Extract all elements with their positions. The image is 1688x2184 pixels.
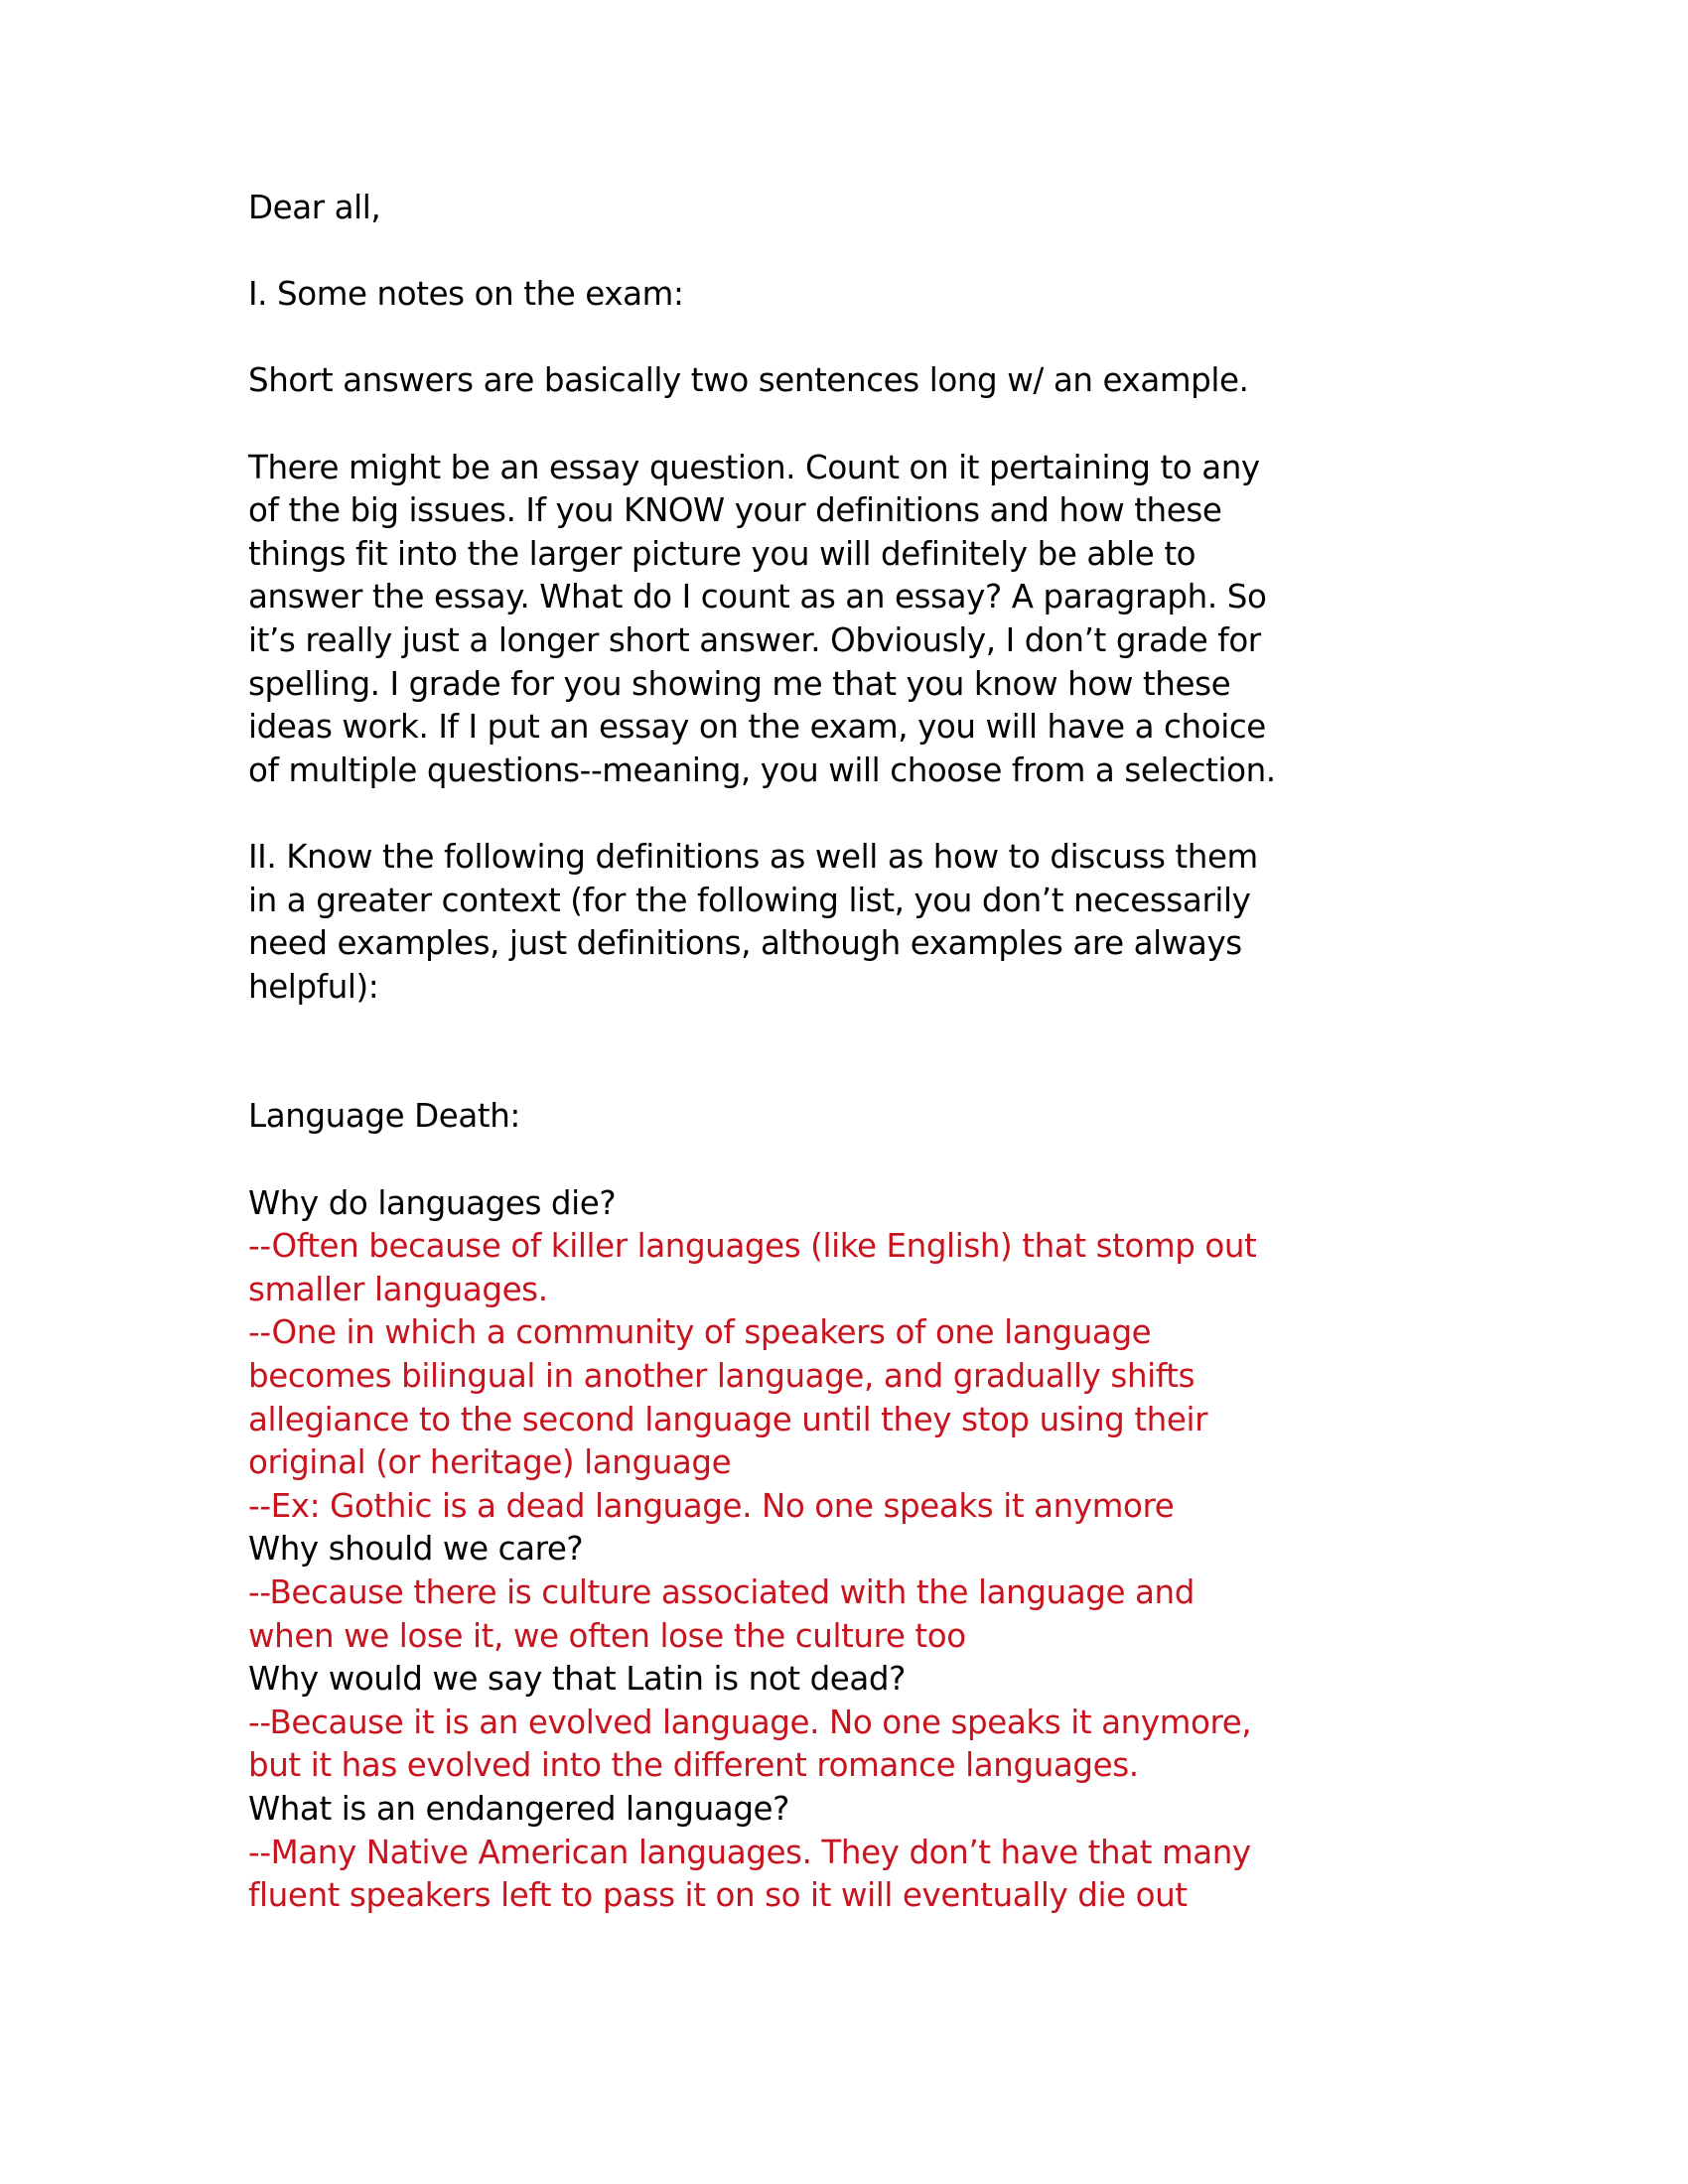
text-line: Language Death:: [248, 1097, 520, 1136]
text-line: helpful):: [248, 967, 379, 1006]
text-line: things fit into the larger picture you will definitely be able to: [248, 534, 1196, 573]
text-line: --Often because of killer languages (like English) that stomp out: [248, 1227, 1257, 1266]
text-line: Short answers are basically two sentences long w/ an example.: [248, 361, 1249, 400]
text-line: becomes bilingual in another language, and gradually shifts: [248, 1357, 1196, 1396]
text-line: spelling. I grade for you showing me that you know how these: [248, 664, 1231, 703]
text-line: when we lose it, we often lose the culture too: [248, 1616, 966, 1655]
blank-line: [248, 403, 1519, 447]
text-line: smaller languages.: [248, 1270, 548, 1308]
text-line: --Because it is an evolved language. No one speaks it anymore,: [248, 1703, 1252, 1741]
blank-line: [248, 317, 1519, 360]
text-line: What is an endangered language?: [248, 1789, 789, 1828]
text-line: II. Know the following definitions as well as how to discuss them: [248, 837, 1258, 876]
blank-line: [248, 1009, 1519, 1052]
text-line: Why do languages die?: [248, 1183, 617, 1222]
text-line: in a greater context (for the following list, you don’t necessarily: [248, 881, 1251, 919]
blank-line: [248, 1052, 1519, 1096]
text-line: --Because there is culture associated with the language and: [248, 1573, 1195, 1611]
text-line: answer the essay. What do I count as an essay? A paragraph. So: [248, 578, 1267, 616]
text-line: it’s really just a longer short answer. Obviously, I don’t grade for: [248, 620, 1261, 659]
text-line: Dear all,: [248, 189, 381, 226]
blank-line: [248, 230, 1519, 274]
text-line: of multiple questions--meaning, you will choose from a selection.: [248, 751, 1276, 789]
text-line: need examples, just definitions, although examples are always: [248, 924, 1242, 963]
blank-line: [248, 792, 1519, 836]
text-line: of the big issues. If you KNOW your definitions and how these: [248, 491, 1222, 530]
blank-line: [248, 1139, 1519, 1182]
text-line: Why should we care?: [248, 1530, 584, 1569]
text-line: ideas work. If I put an essay on the exam, you will have a choice: [248, 708, 1266, 747]
text-line: --Many Native American languages. They don’t have that many: [248, 1833, 1251, 1871]
text-line: I. Some notes on the exam:: [248, 275, 684, 314]
text-line: --One in which a community of speakers of one language: [248, 1313, 1152, 1352]
text-line: original (or heritage) language: [248, 1443, 732, 1482]
text-line: fluent speakers left to pass it on so it will eventually die out: [248, 1876, 1188, 1915]
text-line: --Ex: Gothic is a dead language. No one speaks it anymore: [248, 1486, 1175, 1525]
document-text-body: [248, 187, 1519, 1918]
text-line: allegiance to the second language until they stop using their: [248, 1400, 1208, 1438]
text-line: but it has evolved into the different romance languages.: [248, 1746, 1139, 1785]
text-line: Why would we say that Latin is not dead?: [248, 1660, 906, 1699]
text-line: There might be an essay question. Count on it pertaining to any: [248, 448, 1260, 486]
